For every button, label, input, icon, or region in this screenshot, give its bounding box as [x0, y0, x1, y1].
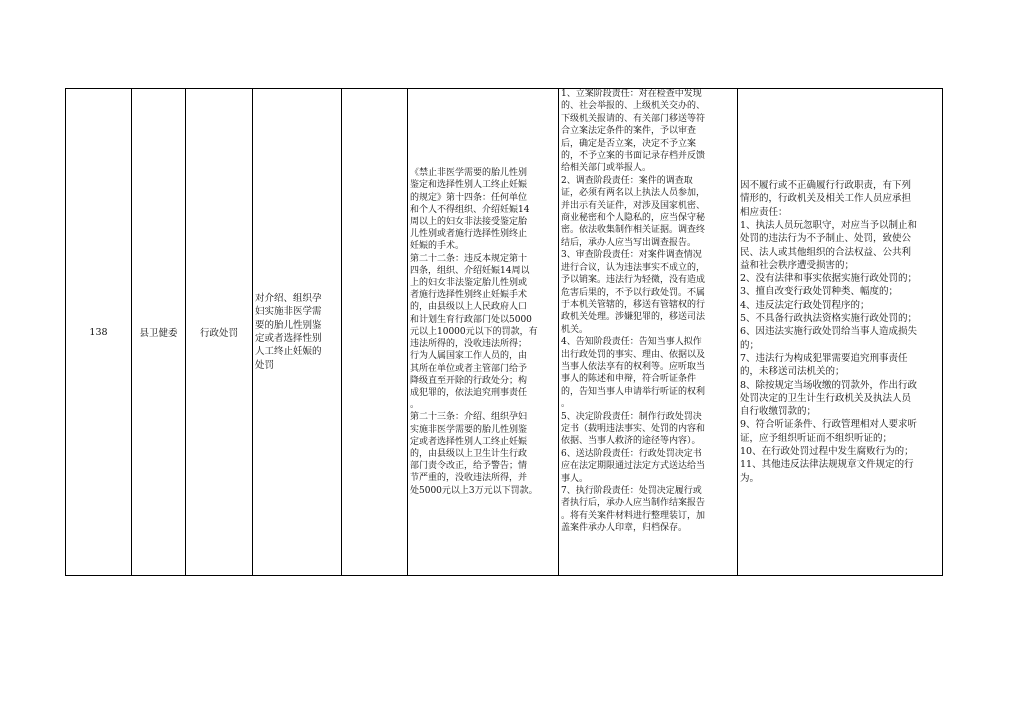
- department-cell: [132, 89, 186, 576]
- responsibility-line: 并出示有关证件，对涉及国家机密、: [561, 200, 706, 211]
- legal-basis-line: 实施非医学需要的胎儿性别鉴: [410, 424, 528, 435]
- responsibility-line: 应在法定期限通过法定方式送达给当: [561, 461, 706, 472]
- legal-basis-line: 鉴定和选择性别人工终止妊娠: [410, 180, 528, 191]
- accountability-line: 10、在行政处罚过程中发生腐败行为的；: [740, 446, 914, 458]
- responsibility-line: 4、告知阶段责任：告知当事人拟作: [561, 337, 702, 348]
- category-cell: [186, 89, 253, 576]
- accountability-cell: [738, 89, 943, 576]
- item-name-line: 人工终止妊娠的: [255, 346, 322, 358]
- legal-basis-line: 《禁止非医学需要的胎儿性别: [410, 168, 528, 179]
- accountability-line: 证，应予组织听证而不组织听证的；: [740, 432, 893, 444]
- item-name-line: 妇实施非医学需: [255, 306, 322, 318]
- responsibility-line: 的、社会举报的、上级机关交办的、: [561, 101, 706, 112]
- item-name-cell: [253, 89, 342, 576]
- accountability-line: 相应责任：: [740, 206, 788, 218]
- legal-basis-line: 的规定》第十四条：任何单位: [410, 192, 528, 203]
- accountability-line: 的；: [740, 339, 760, 351]
- responsibility-line: 的，不予立案的书面记录存档并反馈: [561, 151, 706, 162]
- accountability-line: 益和社会秩序遭受损害的；: [740, 259, 855, 271]
- responsibility-line: 盖案件承办人印章，归档保存。: [561, 523, 688, 534]
- accountability-line: 1、执法人员玩忽职守，对应当予以制止和: [740, 219, 918, 231]
- responsibility-line: 2、调查阶段责任：案件的调查取: [561, 175, 693, 186]
- responsibility-line: 5、决定阶段责任：制作行政处罚决: [561, 411, 702, 422]
- accountability-line: 6、因违法实施行政处罚给当事人造成损失: [740, 326, 918, 338]
- accountability-line: 4、违反法定行政处罚程序的；: [740, 299, 870, 311]
- accountability-line: 情形的，行政机关及相关工作人员应承担: [740, 193, 912, 205]
- responsibility-line: 。将有关案件材料进行整理装订，加: [561, 510, 706, 521]
- accountability-line: 自行收缴罚款的；: [740, 406, 817, 418]
- accountability-line: 民、法人或其他组织的合法权益、公共利: [740, 246, 912, 258]
- accountability-line: 因不履行或不正确履行行政职责，有下列: [740, 180, 912, 192]
- responsibility-line: 3、审查阶段责任：对案件调查情况: [561, 250, 702, 261]
- legal-basis-line: 和个人不得组织、介绍妊娠14: [410, 204, 530, 215]
- table: [65, 88, 943, 576]
- responsibility-line: 定书（载明违法事实、处罚的内容和: [561, 423, 706, 434]
- accountability-line: 为。: [740, 472, 760, 484]
- legal-basis-line: 。: [410, 400, 420, 411]
- legal-basis-line: 违法所得的，没收违法所得；: [410, 339, 528, 350]
- table-row: [66, 89, 943, 576]
- responsibility-line: 证，必须有两名以上执法人员参加，: [561, 188, 706, 199]
- legal-basis-line: 的，由县级以上卫生计生行政: [410, 448, 528, 459]
- item-name-line: 定或者选择性别: [255, 333, 322, 344]
- category: 行政处罚: [199, 328, 238, 339]
- responsibility-line: 给相关部门或举报人。: [561, 163, 652, 174]
- row-number: 138: [89, 326, 108, 338]
- legal-basis-line: 者施行选择性别终止妊娠手术: [410, 290, 528, 301]
- responsibility-line: 。: [561, 399, 571, 410]
- legal-basis-line: 儿性别或者施行选择性别终止: [410, 229, 528, 240]
- legal-basis-line: 节严重的，没收违法所得，并: [410, 473, 528, 484]
- sub-item-cell: [342, 89, 408, 576]
- item-name-text: [255, 292, 339, 372]
- responsibility-line: 事人的陈述和申辩，符合听证条件: [561, 374, 697, 385]
- accountability-line: 11、其他违反法律法规规章文件规定的行: [740, 459, 914, 471]
- legal-basis-line: 上的妇女非法鉴定胎儿性别或: [410, 278, 528, 289]
- responsibility-line: 予以销案。违法行为轻微，没有造成: [561, 275, 706, 286]
- responsibility-line: 当事人依法享有的权利等。应听取当: [561, 361, 706, 372]
- responsibility-line: 后，确定是否立案，决定不予立案: [561, 138, 697, 149]
- accountability-line: 9、符合听证条件、行政管理相对人要求听: [740, 419, 918, 431]
- legal-basis-line: 成犯罪的，依法追究刑事责任: [410, 387, 528, 398]
- responsibility-line: 6、送达阶段责任：行政处罚决定书: [561, 448, 702, 459]
- legal-basis-line: 部门责令改正，给予警告；情: [410, 461, 528, 472]
- accountability-line: 2、没有法律和事实依据实施行政处罚的；: [740, 273, 918, 285]
- responsibility-line: 7、执行阶段责任：处罚决定履行或: [561, 486, 702, 496]
- responsibility-line: 机关。: [561, 324, 589, 335]
- accountability-line: 的，未移送司法机关的；: [740, 366, 845, 378]
- legal-basis-line: 行为人属国家工作人员的，由: [410, 351, 528, 362]
- responsibility-line: 政机关处理。涉嫌犯罪的，移送司法: [561, 312, 706, 323]
- responsibility-text: [561, 89, 734, 535]
- legal-basis-line: 四条，组织、介绍妊娠14周以: [410, 265, 530, 276]
- legal-basis-line: 处5000元以上3万元以下罚款。: [410, 485, 538, 496]
- legal-basis-line: 第二十二条：违反本规定第十: [410, 253, 528, 264]
- legal-basis-line: 元以上10000元以下的罚款，有: [410, 326, 538, 337]
- accountability-line: 5、不具备行政执法资格实施行政处罚的；: [740, 313, 918, 325]
- responsibility-line: 于本机关管辖的，移送有管辖权的行: [561, 299, 706, 310]
- legal-basis-line: 周以上的妇女非法接受鉴定胎: [410, 217, 528, 228]
- accountability-line: 8、除按规定当场收缴的罚款外，作出行政: [740, 379, 918, 391]
- accountability-line: 处罚决定的卫生计生行政机关及执法人员: [740, 392, 912, 404]
- responsibility-line: 依据、当事人救济的途径等内容）。: [561, 436, 701, 447]
- accountability-line: 3、擅自改变行政处罚种类、幅度的；: [740, 286, 899, 298]
- legal-basis-text: [410, 167, 556, 496]
- item-name-line: 对介绍、组织孕: [255, 292, 322, 304]
- responsibility-line: 危害后果的，不予以行政处罚。不属: [561, 287, 706, 298]
- responsibility-line: 出行政处罚的事实、理由、依据以及: [561, 349, 706, 360]
- responsibility-line: 进行合议，认为违法事实不成立的，: [561, 262, 706, 273]
- accountability-line: 处罚的违法行为不予制止、处罚，致使公: [740, 233, 912, 245]
- power-list-table: [65, 88, 942, 576]
- legal-basis-line: 妊娠的手术。: [410, 241, 465, 252]
- item-name-line: 处罚: [255, 359, 275, 371]
- legal-basis-line: 第二十三条：介绍、组织孕妇: [410, 412, 528, 423]
- department: 县卫健委: [139, 328, 178, 339]
- responsibility-line: 合立案法定条件的案件，予以审查: [561, 126, 697, 137]
- responsibility-cell: [559, 89, 738, 576]
- responsibility-line: 下级机关报请的、有关部门移送等符: [561, 113, 706, 124]
- legal-basis-line: 定或者选择性别人工终止妊娠: [410, 436, 528, 447]
- responsibility-line: 密。依法收集制作相关证据。调查终: [561, 225, 706, 236]
- item-name-line: 要的胎儿性别鉴: [255, 319, 322, 331]
- row-number-cell: [66, 89, 132, 576]
- legal-basis-line: 其所在单位或者主管部门给予: [410, 363, 528, 374]
- legal-basis-line: 的，由县级以上人民政府人口: [410, 302, 528, 313]
- responsibility-line: 1、立案阶段责任：对在检查中发现: [561, 89, 702, 99]
- legal-basis-line: 降级直至开除的行政处分；构: [410, 375, 528, 386]
- responsibility-line: 结后，承办人应当写出调查报告。: [561, 237, 697, 248]
- accountability-text: [740, 179, 939, 485]
- responsibility-line: 商业秘密和个人隐私的，应当保守秘: [561, 213, 706, 224]
- accountability-line: 7、违法行为构成犯罪需要追究刑事责任: [740, 352, 908, 364]
- legal-basis-line: 和计划生育行政部门处以5000: [410, 314, 532, 325]
- legal-basis-cell: [408, 89, 559, 576]
- responsibility-line: 者执行后，承办人应当制作结案报告: [561, 498, 706, 509]
- responsibility-line: 的，告知当事人申请举行听证的权利: [561, 386, 706, 397]
- responsibility-line: 事人。: [561, 473, 589, 484]
